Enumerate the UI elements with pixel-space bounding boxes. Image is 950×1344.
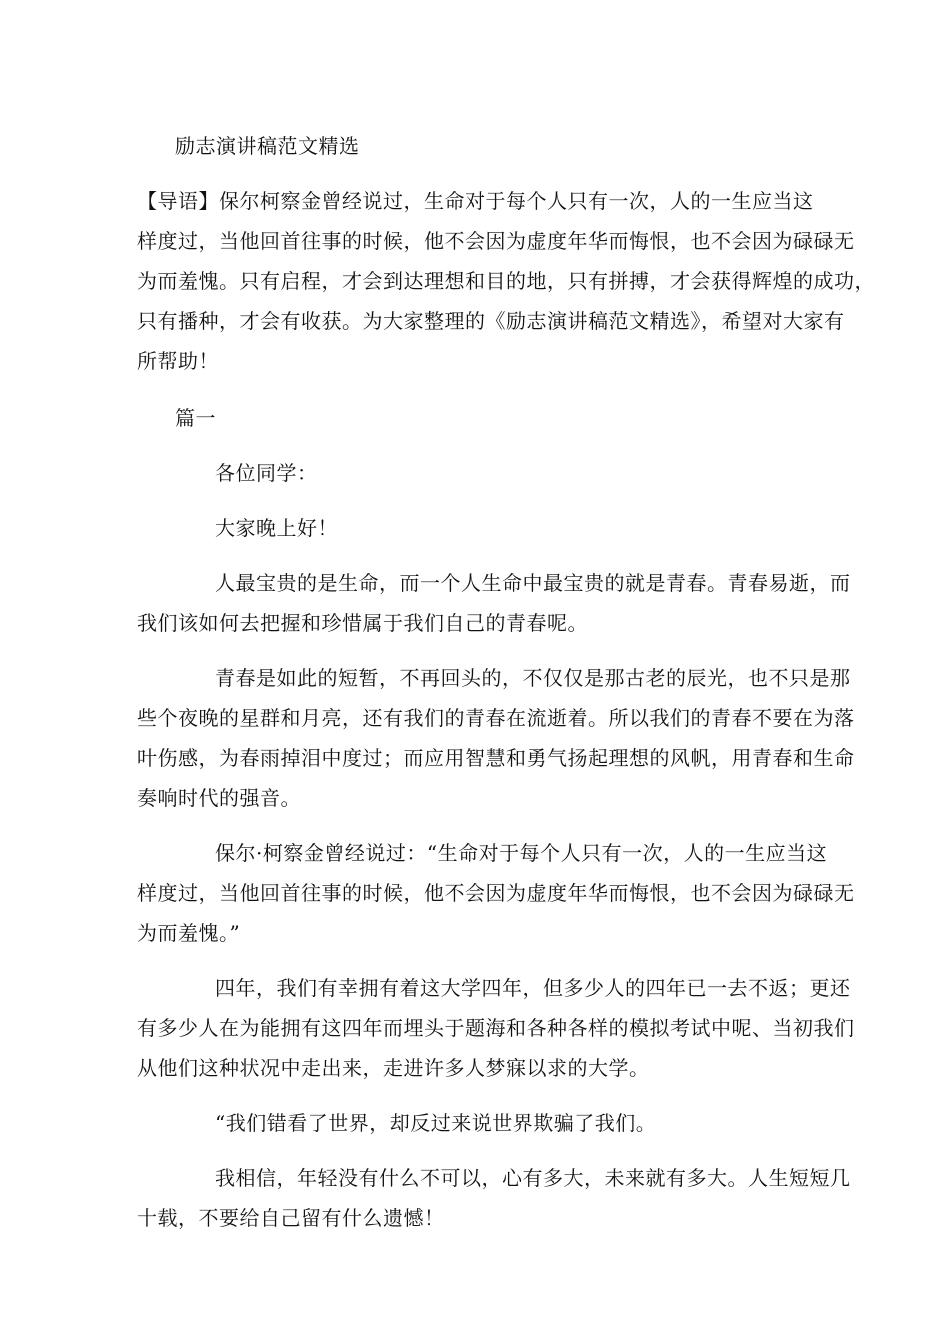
document-body — [137, 126, 875, 1253]
paragraph-line: 各位同学： — [215, 461, 318, 485]
paragraph-line: 青春是如此的短暂，不再回头的，不仅仅是那古老的辰光，也不只是那 — [215, 666, 851, 690]
paragraph-line: 样度过，当他回首往事的时候，他不会因为虚度年华而悔恨，也不会因为碌碌无 — [137, 881, 855, 905]
paragraph-world — [137, 1103, 813, 1143]
paragraph-belief — [137, 1158, 851, 1238]
intro-line: 样度过，当他回首往事的时候，他不会因为虚度年华而悔恨，也不会因为碌碌无 — [137, 229, 855, 253]
intro-line: 只有播种，才会有收获。为大家整理的《励志演讲稿范文精选》，希望对大家有 — [137, 309, 845, 333]
paragraph-line: 人最宝贵的是生命，而一个人生命中最宝贵的就是青春。青春易逝，而 — [215, 571, 851, 595]
paragraph-four-years — [137, 968, 855, 1088]
paragraph-salutation — [137, 508, 813, 548]
paragraph-youth — [137, 563, 851, 643]
paragraph-line: 十载，不要给自己留有什么遗憾！ — [137, 1206, 445, 1230]
intro-line: 为而羞愧。只有启程，才会到达理想和目的地，只有拼搏，才会获得辉煌的成功， — [137, 269, 875, 293]
document-title: 励志演讲稿范文精选 — [175, 134, 360, 158]
paragraph-line: 有多少人在为能拥有这四年而埋头于题海和各种各样的模拟考试中呢、当初我们 — [137, 1016, 855, 1040]
paragraph-line: 我们该如何去把握和珍惜属于我们自己的青春呢。 — [137, 611, 588, 635]
paragraph-line: 四年，我们有幸拥有着这大学四年，但多少人的四年已一去不返；更还 — [215, 976, 851, 1000]
paragraph-short-youth — [137, 658, 855, 818]
paragraph-line: 为而羞愧。” — [137, 921, 241, 945]
paragraph-line: “我们错看了世界，却反过来说世界欺骗了我们。 — [215, 1111, 657, 1135]
paragraph-greeting — [137, 453, 813, 493]
paragraph-line: 保尔·柯察金曾经说过：“生命对于每个人只有一次，人的一生应当这 — [215, 841, 828, 865]
intro-line: 所帮助！ — [137, 349, 219, 373]
intro-line: 【导语】保尔柯察金曾经说过，生命对于每个人只有一次，人的一生应当这 — [137, 189, 814, 213]
paragraph-quote — [137, 833, 855, 953]
section-heading: 篇一 — [175, 406, 216, 430]
paragraph-line: 大家晚上好！ — [215, 516, 338, 540]
intro-paragraph — [137, 181, 875, 381]
paragraph-line: 从他们这种状况中走出来，走进许多人梦寐以求的大学。 — [137, 1056, 650, 1080]
paragraph-line: 叶伤感，为春雨掉泪中度过；而应用智慧和勇气扬起理想的风帆，用青春和生命 — [137, 746, 855, 770]
paragraph-line: 些个夜晚的星群和月亮，还有我们的青春在流逝着。所以我们的青春不要在为落 — [137, 706, 855, 730]
paragraph-line: 我相信，年轻没有什么不可以，心有多大，未来就有多大。人生短短几 — [215, 1166, 851, 1190]
paragraph-line: 奏响时代的强音。 — [137, 786, 301, 810]
